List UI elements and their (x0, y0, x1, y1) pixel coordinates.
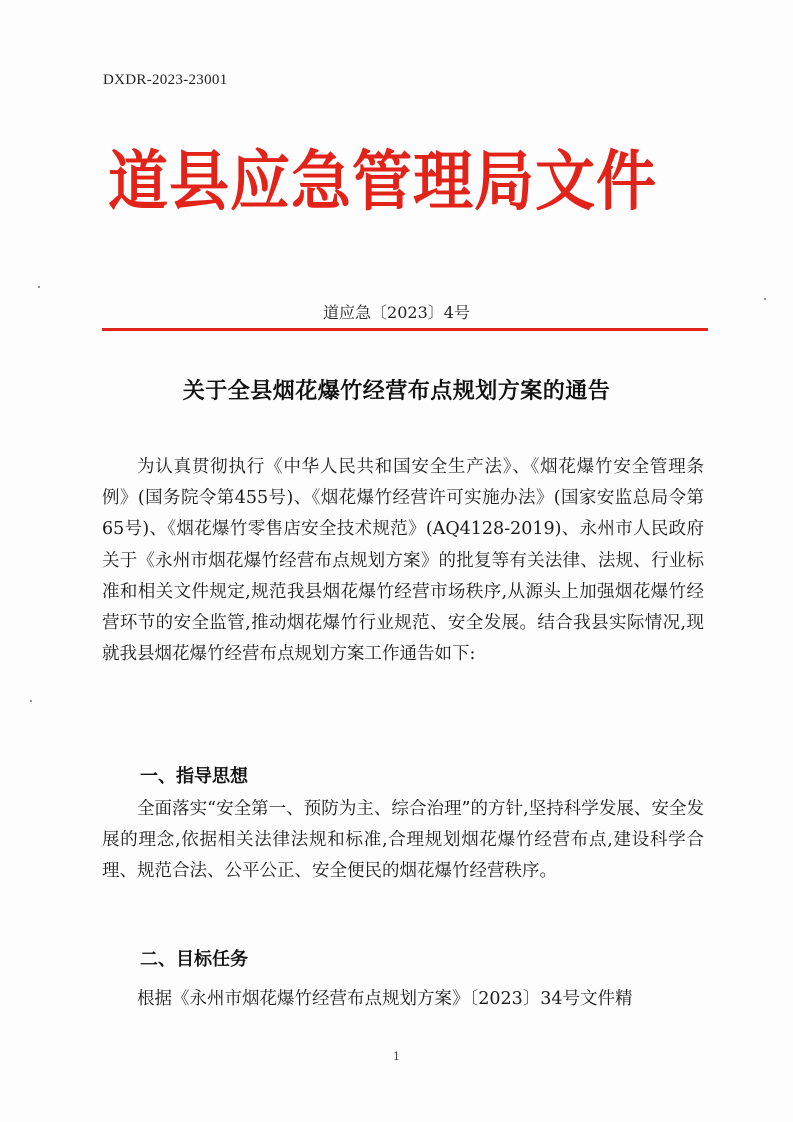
scan-speck (38, 286, 40, 288)
red-divider-line (102, 328, 708, 331)
notice-title: 关于全县烟花爆竹经营布点规划方案的通告 (182, 378, 611, 404)
paragraph-guiding-principle: 全面落实“安全第一、预防为主、综合治理”的方针,坚持科学发展、安全发展的理念,依据相关法律法规和标准,合理规划烟花爆竹经营布点,建设科学合理、规范合法、公平公正、安全便民的烟花爆竹经营秩序。 (102, 799, 704, 882)
section-heading-objectives: 二、目标任务 (140, 949, 248, 970)
document-id: DXDR-2023-23001 (103, 72, 228, 88)
scan-speck (30, 700, 32, 702)
scan-speck (764, 298, 766, 300)
page-number: 1 (393, 1050, 400, 1063)
section-heading-guiding-principle: 一、指导思想 (140, 766, 248, 787)
paragraph-intro: 为认真贯彻执行《中华人民共和国安全生产法》、《烟花爆竹安全管理条例》(国务院令第455号)、《烟花爆竹经营许可实施办法》(国家安监总局令第65号)、《烟花爆竹零售店安全技术规范》(AQ4128-2019)、永州市人民政府关于《永州市烟花爆竹经营布点规划方案》的批复等有关法律、法规、行业标准和相关文件规定,规范我县烟花爆竹经营市场秩序,从源头上加强烟花爆竹经营环节的安全监管,推动烟花爆竹行业规范、安全发展。结合我县实际情况,现就我县烟花爆竹经营布点规划方案工作通告如下: (102, 457, 704, 665)
document-number: 道应急〔2023〕4号 (323, 303, 470, 322)
paragraph-objectives: 根据《永州市烟花爆竹经营布点规划方案》〔2023〕34号文件精 (137, 989, 633, 1009)
issuing-authority-header: 道县应急管理局文件 (108, 144, 657, 220)
